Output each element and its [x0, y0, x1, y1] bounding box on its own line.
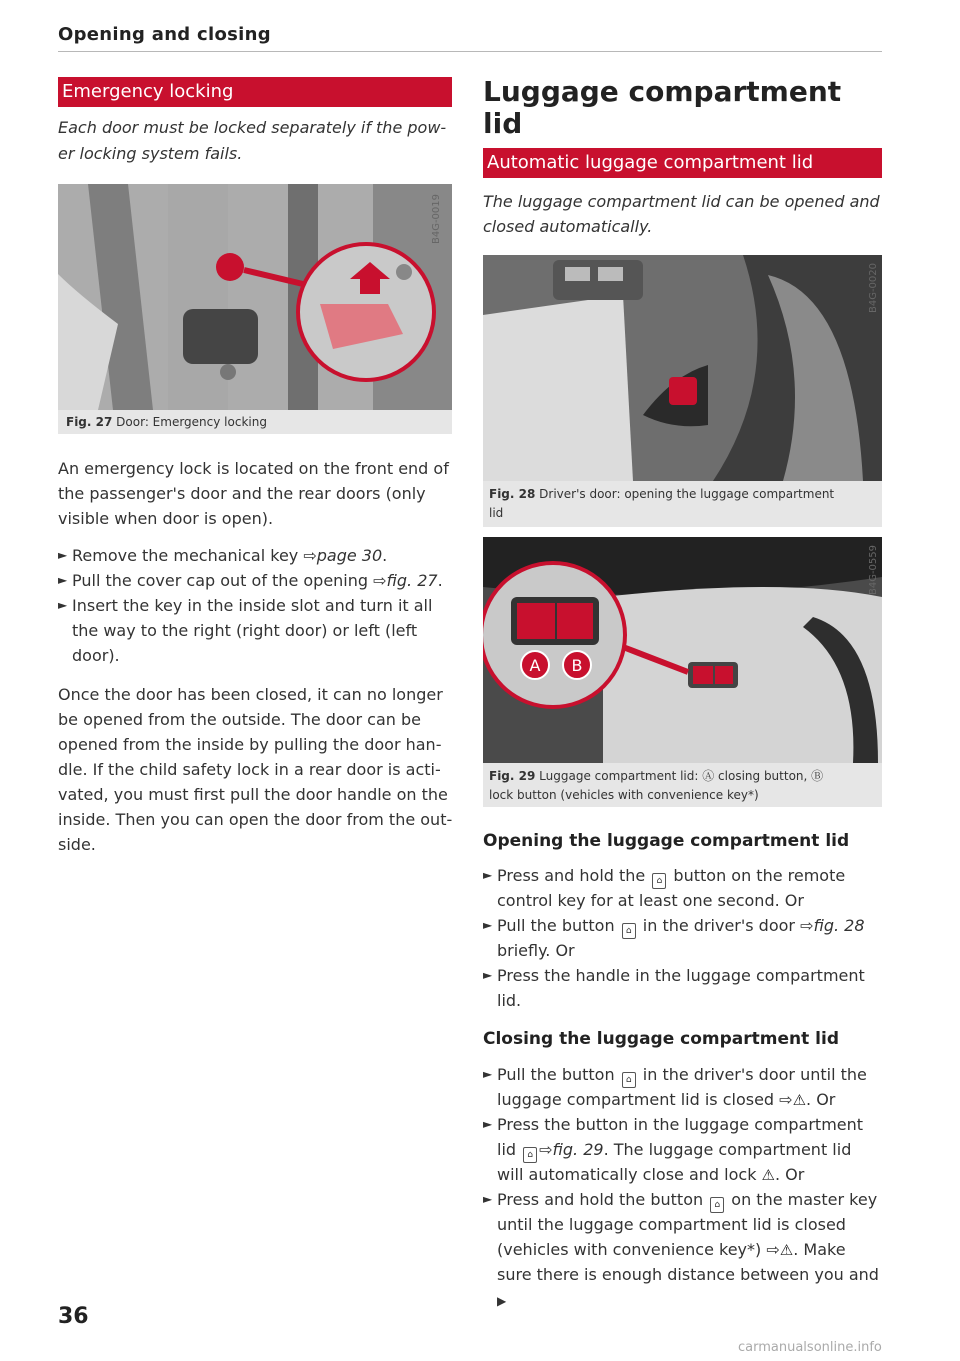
fig28-text-line1: Driver's door: opening the luggage compartment: [539, 487, 835, 501]
emergency-lead-line1: Each door must be locked separately if the pow-: [58, 118, 447, 137]
door-emergency-lock-image: [58, 184, 452, 410]
fig28-text-line2: lid: [489, 506, 504, 520]
emergency-para2-line5: vated, you must first pull the door handle on the: [58, 785, 448, 804]
bullet-arrow-icon: ►: [58, 573, 68, 587]
footer-watermark[interactable]: carmanualsonline.info: [738, 1340, 882, 1355]
emergency-para1-line3: visible when door is open).: [58, 509, 274, 528]
emergency-step-2: ► Pull the cover cap out of the opening ⇨fig. 27.: [58, 568, 452, 593]
mark-a: A: [529, 656, 541, 675]
trunk-key-icon: ⌂: [523, 1147, 537, 1163]
fig-28-link[interactable]: fig. 28: [813, 916, 865, 935]
fig-27-link[interactable]: fig. 27: [386, 571, 438, 590]
emergency-para2-line3: opened from the inside by pulling the door han-: [58, 735, 442, 754]
trunk-key-icon: ⌂: [622, 1072, 636, 1088]
bullet-arrow-icon: ►: [58, 548, 68, 562]
close-step-1: ► Pull the button ⌂ in the driver's door until the luggage compartment lid is closed ⇨⚠. Or: [483, 1062, 883, 1112]
bullet-arrow-icon: ►: [483, 968, 493, 982]
bullet-arrow-icon: ►: [483, 1192, 493, 1206]
bullet-arrow-icon: ►: [58, 598, 68, 612]
figure-28: [483, 255, 882, 527]
fig28-code: B4G-0020: [868, 263, 879, 314]
emergency-para2-line7: side.: [58, 835, 96, 854]
warning-icon[interactable]: ⚠: [779, 1241, 794, 1259]
luggage-lid-buttons-image: [483, 537, 882, 763]
open-step-3: ► Press the handle in the luggage compartment lid.: [483, 963, 883, 1013]
drivers-door-image: [483, 255, 882, 481]
bullet-arrow-icon: ►: [483, 918, 493, 932]
page-number: 36: [58, 1304, 89, 1329]
fig27-code: B4G-0019: [431, 194, 442, 245]
continue-arrow-icon: ▶: [497, 1294, 507, 1308]
fig27-text: Door: Emergency locking: [116, 415, 267, 429]
fig29-caption: [489, 767, 879, 805]
close-step-3: ► Press and hold the button ⌂ on the master key until the luggage compartment lid is closed (vehicles with convenience key*) ⇨⚠. Make sure there is enough distance between you and ▶: [483, 1187, 883, 1287]
close-step-2: ► Press the button in the luggage compartment lid ⌂ ⇨fig. 29. The luggage compartment lid will automatically close and lock ⚠. Or: [483, 1112, 883, 1187]
fig28-label: Fig. 28: [489, 487, 536, 501]
trunk-key-icon: ⌂: [652, 873, 666, 889]
open-step-1: ► Press and hold the ⌂ button on the remote control key for at least one second. Or: [483, 863, 883, 913]
section-header: Opening and closing: [58, 24, 271, 45]
emergency-lead-line2: er locking system fails.: [58, 144, 243, 163]
warning-icon[interactable]: ⚠: [792, 1091, 807, 1109]
emergency-para1-line1: An emergency lock is located on the front end of: [58, 459, 449, 478]
trunk-key-icon: ⌂: [622, 923, 636, 939]
emergency-locking-heading: Emergency locking: [58, 77, 452, 107]
automatic-lid-heading: Automatic luggage compartment lid: [483, 148, 882, 178]
luggage-title-line2: lid: [483, 107, 523, 140]
trunk-key-icon: ⌂: [710, 1197, 724, 1213]
bullet-arrow-icon: ►: [483, 1067, 493, 1081]
fig29-text-line2: lock button (vehicles with convenience key*): [489, 788, 759, 802]
emergency-para2-line6: inside. Then you can open the door from the out-: [58, 810, 453, 829]
figure-27: [58, 184, 452, 434]
luggage-title-line1: Luggage compartment: [483, 75, 842, 108]
fig29-text-line1: Luggage compartment lid: Ⓐ closing button, Ⓑ: [539, 769, 824, 783]
emergency-para2-line4: dle. If the child safety lock in a rear door is acti-: [58, 760, 441, 779]
fig29-label: Fig. 29: [489, 769, 536, 783]
fig27-label: Fig. 27: [66, 415, 113, 429]
automatic-lead-line2: closed automatically.: [483, 217, 653, 236]
fig28-caption: [489, 485, 879, 523]
bullet-arrow-icon: ►: [483, 1117, 493, 1131]
bullet-arrow-icon: ►: [483, 868, 493, 882]
header-divider: [58, 51, 882, 52]
closing-heading: Closing the luggage compartment lid: [483, 1029, 839, 1049]
page-30-link[interactable]: page 30: [316, 546, 383, 565]
open-step-2: ► Pull the button ⌂ in the driver's door ⇨fig. 28 briefly. Or: [483, 913, 883, 963]
figure-29: [483, 537, 882, 807]
emergency-step-1: ► Remove the mechanical key ⇨page 30.: [58, 543, 452, 568]
emergency-step-3: ► Insert the key in the inside slot and turn it all the way to the right (right door) or left (left door).: [58, 593, 452, 668]
fig29-code: B4G-0559: [868, 545, 879, 596]
mark-b: B: [571, 656, 583, 675]
fig27-caption: [66, 413, 267, 432]
emergency-para1-line2: the passenger's door and the rear doors (only: [58, 484, 426, 503]
automatic-lead-line1: The luggage compartment lid can be opened and: [483, 192, 880, 211]
fig-29-link[interactable]: fig. 29: [552, 1140, 604, 1159]
opening-heading: Opening the luggage compartment lid: [483, 831, 850, 851]
emergency-para2-line1: Once the door has been closed, it can no longer: [58, 685, 443, 704]
emergency-para2-line2: be opened from the outside. The door can be: [58, 710, 421, 729]
warning-icon[interactable]: ⚠: [761, 1166, 775, 1184]
